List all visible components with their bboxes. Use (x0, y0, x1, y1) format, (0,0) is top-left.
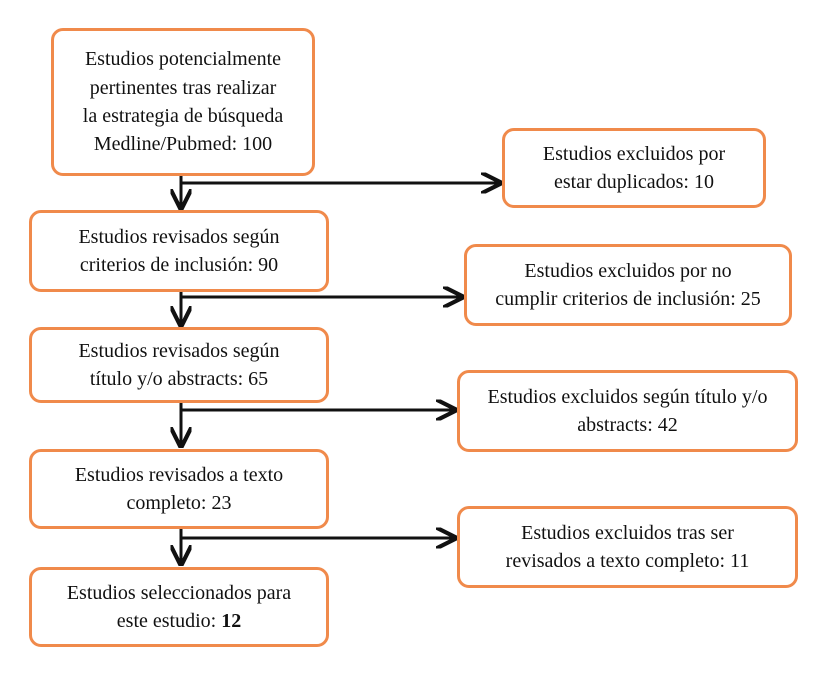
selected-count: 12 (221, 610, 242, 632)
box-line: la estrategia de búsqueda (82, 105, 284, 127)
box-title-abstract (29, 327, 329, 403)
box-line: estar duplicados: 10 (554, 171, 714, 193)
box-selected-studies (29, 567, 329, 647)
box-excluded-duplicates (502, 128, 766, 208)
box-line: título y/o abstracts: 65 (89, 368, 269, 390)
box-inclusion-criteria (29, 210, 329, 292)
box-line: Estudios revisados a texto (74, 463, 284, 486)
box-line: Estudios excluidos según título y/o (487, 385, 768, 408)
box-line: cumplir criterios de inclusión: 25 (495, 288, 761, 310)
box-line: Estudios revisados según (78, 225, 280, 248)
box-line (67, 607, 291, 635)
box-excluded-inclusion (464, 244, 792, 326)
box-line: abstracts: 42 (577, 414, 678, 436)
box-full-text (29, 449, 329, 529)
box-excluded-full-text (457, 506, 798, 588)
box-potential-studies (51, 28, 315, 176)
box-line: Estudios excluidos tras ser (521, 521, 734, 544)
box-line: Estudios revisados según (78, 339, 280, 362)
selected-prefix: este estudio: (116, 610, 222, 632)
box-line: Estudios excluidos por no (524, 259, 732, 282)
box-excluded-title-abstract (457, 370, 798, 452)
box-line: Medline/Pubmed: 100 (93, 133, 273, 156)
box-line: revisados a texto completo: 11 (505, 550, 750, 572)
box-line: Estudios potencialmente (84, 48, 282, 71)
box-line: Estudios seleccionados para (66, 581, 292, 604)
box-line: Estudios excluidos por (542, 142, 726, 165)
box-line: completo: 23 (126, 492, 232, 514)
box-line: pertinentes tras realizar (89, 76, 277, 99)
box-line: criterios de inclusión: 90 (79, 254, 279, 276)
